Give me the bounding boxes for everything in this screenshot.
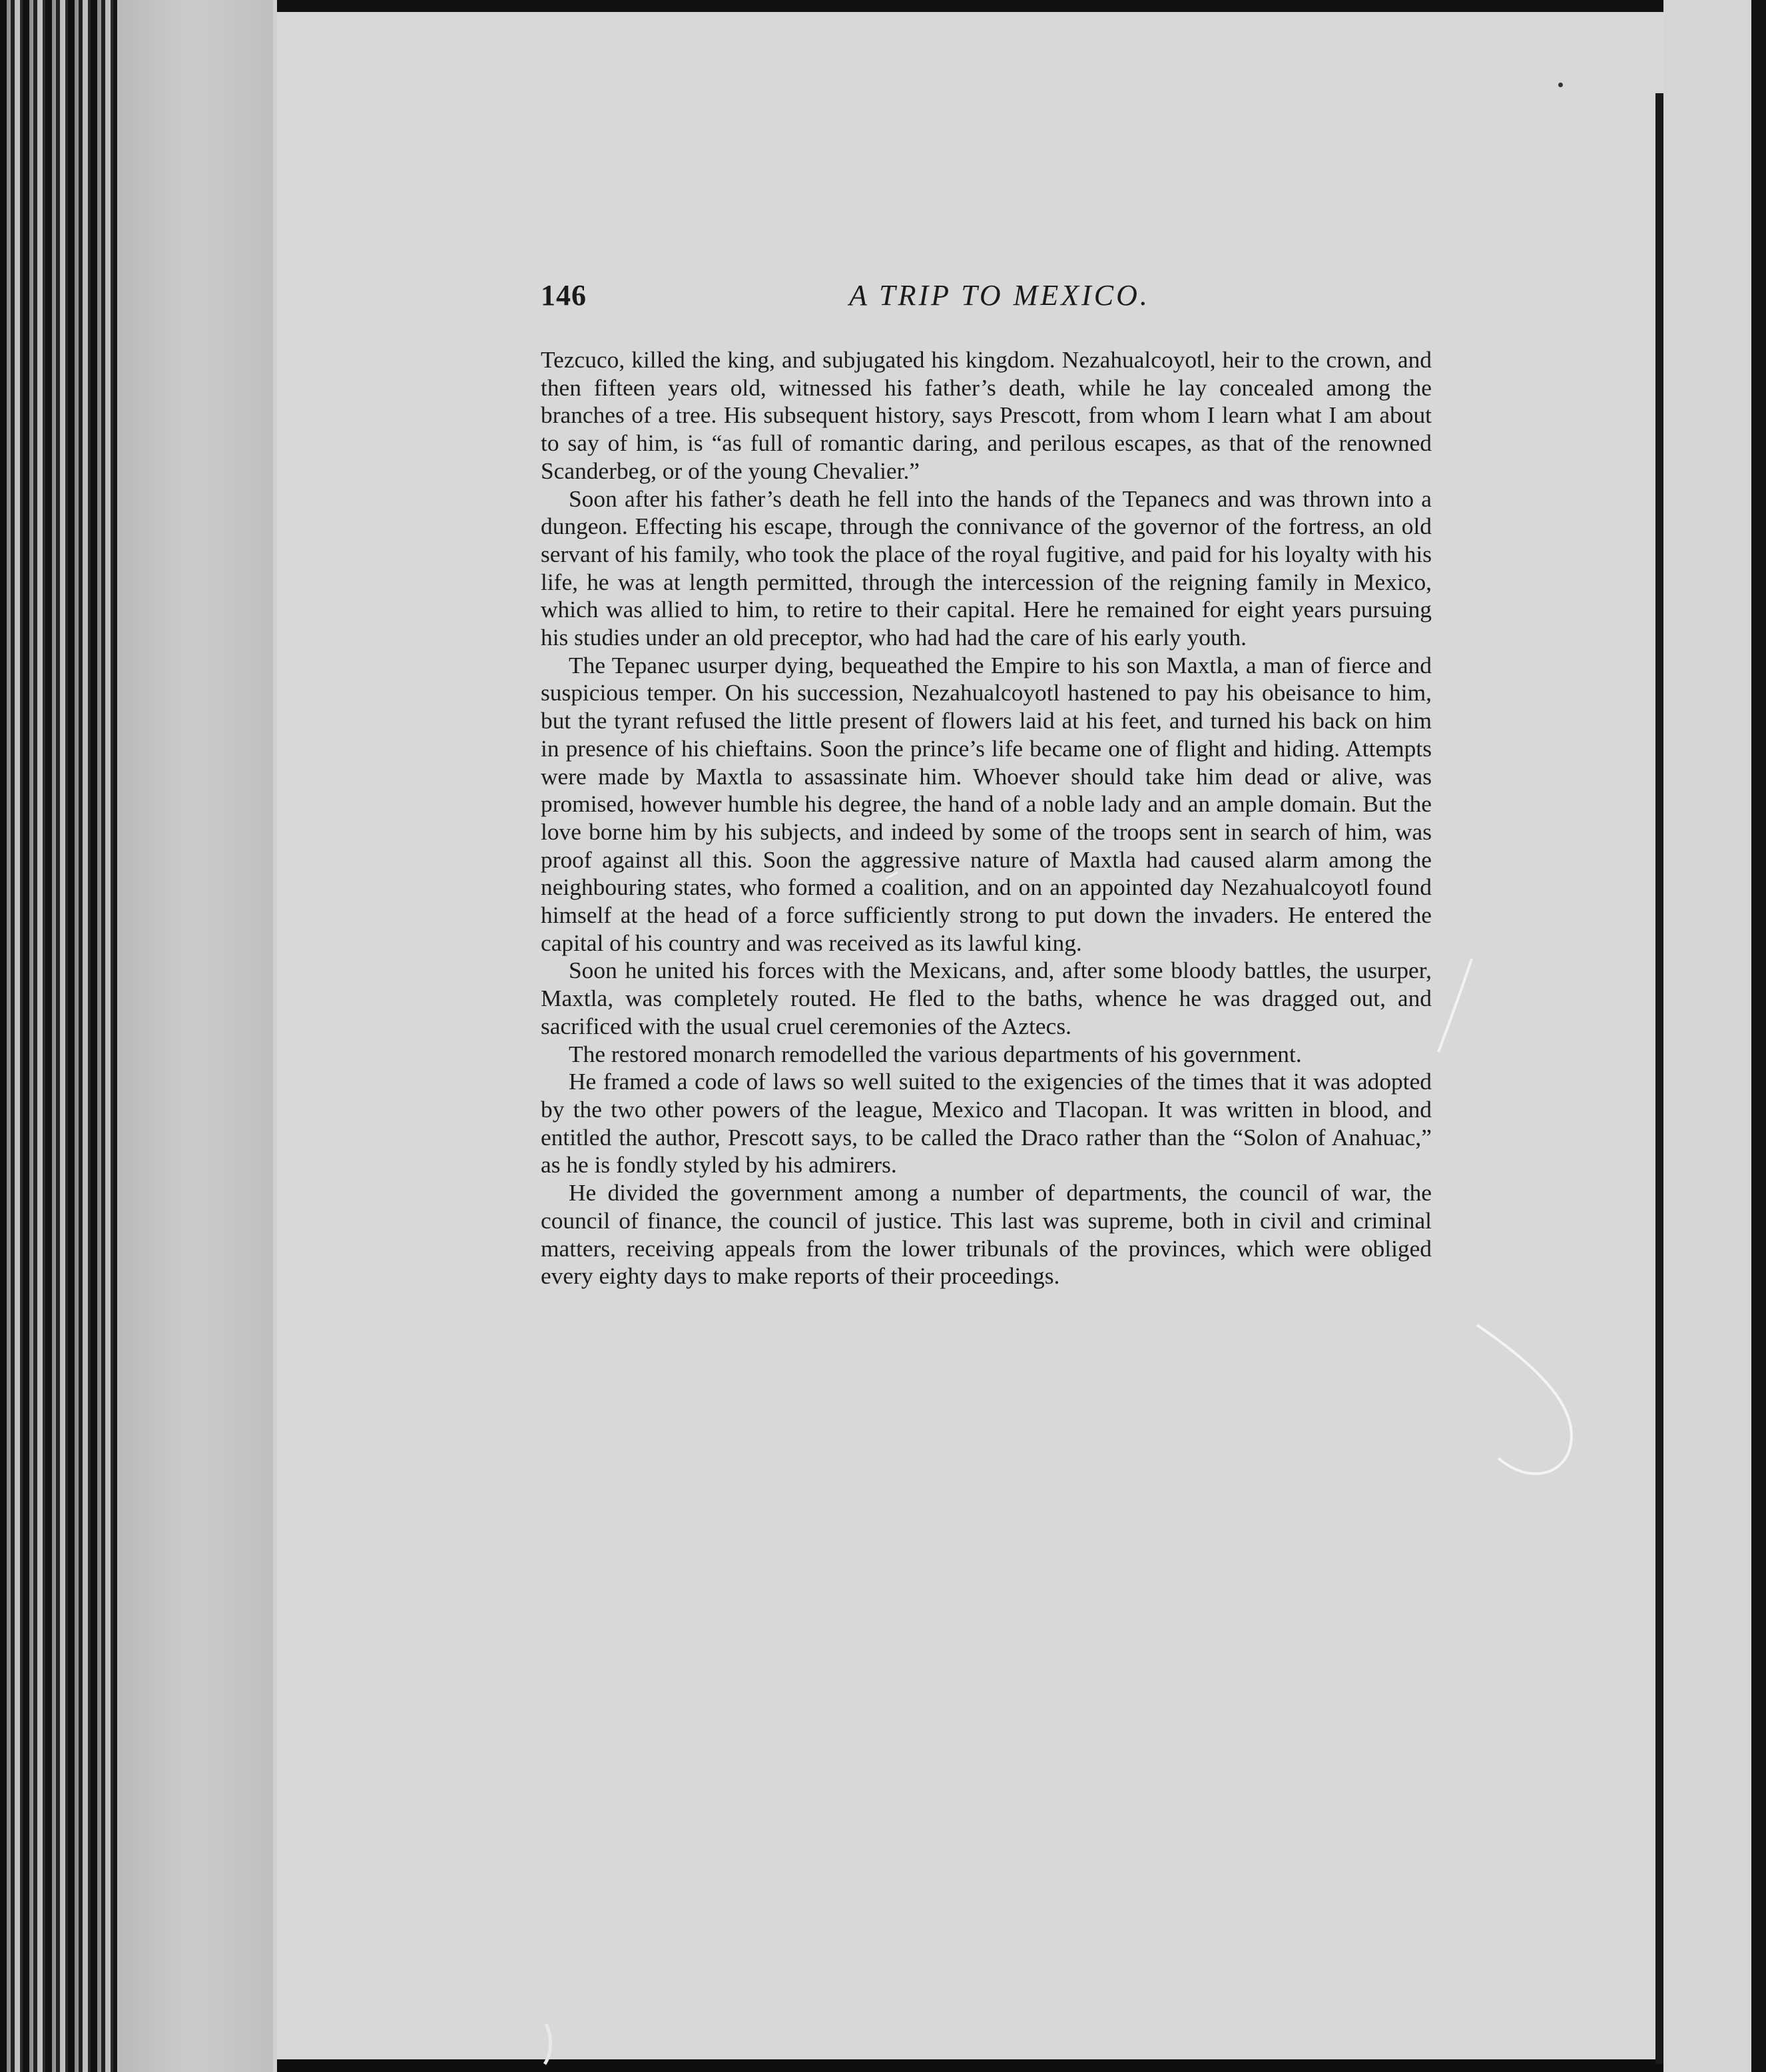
running-head <box>541 278 1432 318</box>
running-title: A TRIP TO MEXICO. <box>849 279 1150 312</box>
paragraph: He framed a code of laws so well suited to the exigencies of the times that it was adopted by the two other powers of the league, Mexico and Tlacopan. It was written in blood, and entitled the author, Prescott says, to be called the Draco rather than the “Solon of Anahuac,” as he is fondly styled by his admirers. <box>541 1068 1432 1178</box>
speck-mark <box>1558 83 1563 87</box>
page-number: 146 <box>541 279 587 312</box>
scan-right-border <box>1751 0 1766 2072</box>
page-fore-edges <box>0 0 273 2072</box>
paragraph: Soon he united his forces with the Mexicans, and, after some bloody battles, the usurper, Maxtla, was completely routed. He fled to the baths, whence he was dragged out, and sacrificed with the usual cruel ceremonies of the Aztecs. <box>541 957 1432 1039</box>
paragraph: The Tepanec usurper dying, bequeathed the Empire to his son Maxtla, a man of fierce and suspicious temper. On his succession, Nezahualcoyotl hastened to pay his obeisance to him, but the tyrant refused the little present of flowers laid at his feet, and turned his back on him in presence of his chieftains. Soon the prince’s life became one of flight and hiding. Attempts were made by Maxtla to assassinate him. Whoever should take him dead or alive, was promised, however humble his degree, the hand of a noble lady and an ample domain. But the love borne him by his subjects, and indeed by some of the troops sent in search of him, was proof against all this. Soon the aggressive nature of Maxtla had caused alarm among the neighbouring states, who formed a coalition, and on an appointed day Nezahualcoyotl found himself at the head of a force sufficiently strong to put down the invaders. He entered the capital of his country and was received as its lawful king. <box>541 651 1432 956</box>
scan-top-border <box>266 0 1766 12</box>
paragraph: He divided the government among a number of departments, the council of war, the council of finance, the council of justice. This last was supreme, both in civil and criminal matters, receiving appeals from the lower tribunals of the provinces, which were obliged every eighty days to make reports of their proceedings. <box>541 1179 1432 1290</box>
binding-line <box>1655 93 1663 2064</box>
page-gutter-shadow <box>200 0 273 2072</box>
facing-page-strip <box>1663 0 1766 2072</box>
paragraph: Soon after his father’s death he fell into the hands of the Tepanecs and was thrown into a dungeon. Effecting his escape, through the connivance of the governor of the fortress, an old servant of his family, who took the place of the royal fugitive, and paid for his loyalty with his life, he was at length permitted, through the intercession of the reigning family in Mexico, which was allied to him, to retire to their capital. Here he remained for eight years pursuing his studies under an old preceptor, who had had the care of his early youth. <box>541 485 1432 651</box>
paragraph: Tezcuco, killed the king, and subjugated his kingdom. Nezahualcoyotl, heir to the crown, and then fifteen years old, witnessed his father’s death, while he lay concealed among the branches of a tree. His subsequent history, says Prescott, from whom I learn what I am about to say of him, is “as full of romantic daring, and perilous escapes, as that of the renowned Scanderbeg, or of the young Chevalier.” <box>541 346 1432 484</box>
body-text <box>541 346 1432 1290</box>
paragraph: The restored monarch remodelled the various departments of his government. <box>569 1040 1302 1067</box>
